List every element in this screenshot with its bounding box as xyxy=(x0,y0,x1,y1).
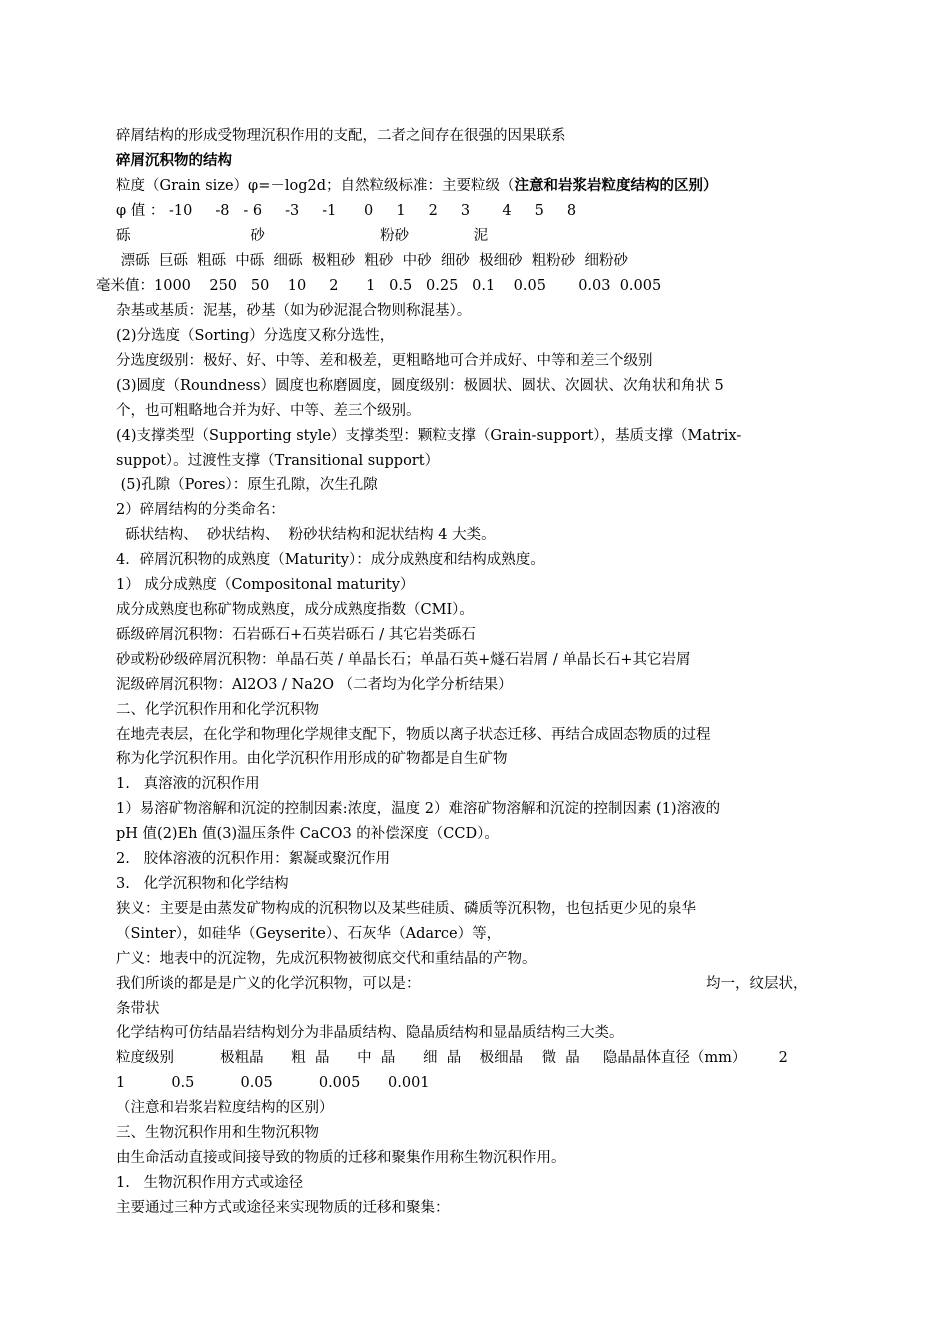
text-line: 杂基或基质：泥基，砂基（如为砂泥混合物则称混基）。 xyxy=(116,303,472,319)
text-line: 砾状结构、 砂状结构、 粉砂状结构和泥状结构 4 大类。 xyxy=(116,527,496,543)
text-line: (2)分选度（Sorting）分选度又称分选性， xyxy=(116,328,395,344)
text-line: 条带状 xyxy=(116,1001,160,1017)
section-heading: 二、化学沉积作用和化学沉积物 xyxy=(116,702,319,718)
text-line: 个，也可粗略地合并为好、中等、差三个级别。 xyxy=(116,403,421,419)
text-line: 分选度级别：极好、好、中等、差和极差，更粗略地可合并成好、中等和差三个级别 xyxy=(116,353,653,369)
grain-class-row: 砾 砂 粉砂 泥 xyxy=(116,228,489,244)
text-line: 广义：地表中的沉淀物，先成沉积物被彻底交代和重结晶的产物。 xyxy=(116,951,537,967)
text-line: 1. 真溶液的沉积作用 xyxy=(116,776,260,792)
text-line: 砂或粉砂级碎屑沉积物：单晶石英 / 单晶长石；单晶石英+燧石岩屑 / 单晶长石+其它岩屑 xyxy=(116,652,691,668)
text-line: 砾级碎屑沉积物：石岩砾石+石英岩砾石 / 其它岩类砾石 xyxy=(116,627,476,643)
text-line: 成分成熟度也称矿物成熟度，成分成熟度指数（CMI）。 xyxy=(116,602,474,618)
section-heading: 碎屑沉积物的结构 xyxy=(116,152,232,169)
text-line: pH 值(2)Eh 值(3)温压条件 CaCO3 的补偿深度（CCD）。 xyxy=(116,826,499,842)
text-line: 在地壳表层，在化学和物理化学规律支配下，物质以离子状态迁移、再结合成固态物质的过程 xyxy=(116,727,711,743)
text-line: （Sinter），如硅华（Geyserite）、石灰华（Adarce）等， xyxy=(116,926,502,942)
text-line: 2. 胶体溶液的沉积作用：絮凝或聚沉作用 xyxy=(116,851,391,867)
text-line: 泥级碎屑沉积物：Al2O3 / Na2O （二者均为化学分析结果） xyxy=(116,677,513,693)
text-line: 1. 生物沉积作用方式或途径 xyxy=(116,1175,304,1191)
text-line: 由生命活动直接或间接导致的物质的迁移和聚集作用称生物沉积作用。 xyxy=(116,1150,566,1166)
text-line: 化学结构可仿结晶岩结构划分为非晶质结构、隐晶质结构和显晶质结构三大类。 xyxy=(116,1025,624,1041)
text-line: 碎屑结构的形成受物理沉积作用的支配，二者之间存在很强的因果联系 xyxy=(116,128,566,144)
emphasis-text: 注意和岩浆岩粒度结构的区别） xyxy=(514,177,718,194)
millimeter-row: 毫米值：1000 250 50 10 2 1 0.5 0.25 0.1 0.05 0.03 0.005 xyxy=(96,278,662,294)
text-line: (5)孔隙（Pores）：原生孔隙，次生孔隙 xyxy=(116,477,378,493)
text-segment: 粒度（Grain size）φ=－log2d；自然粒级标准：主要粒级（ xyxy=(116,178,515,194)
text-line: 2）碎屑结构的分类命名： xyxy=(116,502,285,518)
text-line-tail: 均一，纹层状， xyxy=(706,976,808,992)
section-heading: 三、生物沉积作用和生物沉积物 xyxy=(116,1125,319,1141)
text-line: suppot）。过渡性支撑（Transitional support） xyxy=(116,453,440,469)
crystal-size-row: 粒度级别 极粗晶 粗 晶 中 晶 细 晶 极细晶 微 晶 隐晶晶体直径（mm） 2 xyxy=(116,1050,788,1066)
text-line: 1） 成分成熟度（Compositonal maturity） xyxy=(116,577,415,593)
crystal-size-values: 1 0.5 0.05 0.005 0.001 xyxy=(116,1075,430,1091)
grain-subclass-row: 漂砾 巨砾 粗砾 中砾 细砾 极粗砂 粗砂 中砂 细砂 极细砂 粗粉砂 细粉砂 xyxy=(116,253,629,269)
text-line: 我们所谈的都是是广义的化学沉积物，可以是： xyxy=(116,976,421,992)
text-line: 1）易溶矿物溶解和沉淀的控制因素:浓度，温度 2）难溶矿物溶解和沉淀的控制因素 (1)溶液的 xyxy=(116,801,721,817)
text-line: (3)圆度（Roundness）圆度也称磨圆度，圆度级别：极圆状、圆状、次圆状、次角状和角状 5 xyxy=(116,378,724,394)
phi-scale-row: φ 值 ： -10 -8 - 6 -3 -1 0 1 2 3 4 5 8 xyxy=(116,203,577,219)
text-line: 狭义：主要是由蒸发矿物构成的沉积物以及某些硅质、磷质等沉积物，也包括更少见的泉华 xyxy=(116,901,696,917)
text-line: 主要通过三种方式或途径来实现物质的迁移和聚集： xyxy=(116,1200,450,1216)
text-line: 3. 化学沉积物和化学结构 xyxy=(116,876,289,892)
text-line: 称为化学沉积作用。由化学沉积作用形成的矿物都是自生矿物 xyxy=(116,751,508,767)
text-line: （注意和岩浆岩粒度结构的区别） xyxy=(116,1100,334,1116)
text-line xyxy=(116,176,816,196)
text-line: (4)支撑类型（Supporting style）支撑类型：颗粒支撑（Grain-support），基质支撑（Matrix- xyxy=(116,428,742,444)
text-line: 4．碎屑沉积物的成熟度（Maturity）：成分成熟度和结构成熟度。 xyxy=(116,552,545,568)
